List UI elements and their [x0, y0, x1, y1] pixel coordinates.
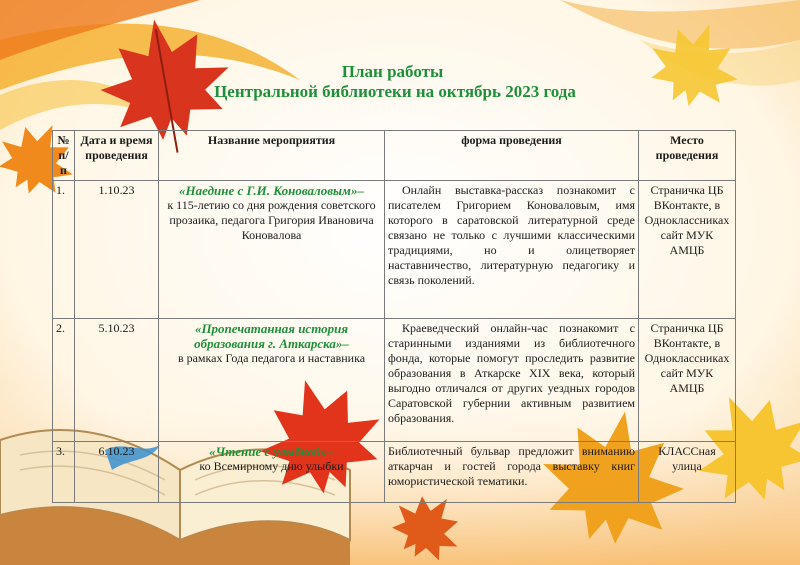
row-place: Страничка ЦБ ВКонтакте, в Одноклассниках сайт МУК АМЦБ	[639, 181, 736, 319]
page-title	[0, 62, 800, 102]
row-date: 6.10.23	[75, 442, 159, 503]
row-form: Библиотечный бульвар предложит вниманию аткарчан и гостей города выставку книг юмористической тематики.	[385, 442, 639, 503]
row-place: Страничка ЦБ ВКонтакте, в Одноклассниках сайт МУК АМЦБ	[639, 319, 736, 442]
table-row	[53, 181, 736, 319]
event-title: «Наедине с Г.И. Коноваловым»–	[179, 183, 364, 198]
row-number: 3.	[53, 442, 75, 503]
column-header-event-name: Название мероприятия	[159, 131, 385, 181]
event-description: к 115-летию со дня рождения советского прозаика, педагога Григория Ивановича Коновалова	[167, 198, 376, 242]
column-header-form: форма проведения	[385, 131, 639, 181]
event-description: ко Всемирному дню улыбки	[199, 459, 344, 473]
title-line-1: План работы	[341, 62, 444, 81]
table-row	[53, 442, 736, 503]
row-number: 2.	[53, 319, 75, 442]
row-form: Краеведческий онлайн-час познакомит с старинными изданиями из библиотечного фонда, которые помогут проследить развитие образования в Аткарске XIX века, который выгодно отличался от других уездных городов Саратовской губернии активным развитием образования.	[385, 319, 639, 442]
row-date: 5.10.23	[75, 319, 159, 442]
row-event-name	[159, 319, 385, 442]
row-event-name	[159, 181, 385, 319]
row-number: 1.	[53, 181, 75, 319]
table-header-row	[53, 131, 736, 181]
event-plan-table	[52, 130, 736, 503]
table-row	[53, 319, 736, 442]
row-event-name	[159, 442, 385, 503]
row-form: Онлайн выставка-рассказ познакомит с писателем Григорием Коноваловым, имя которого в саратовской литературной среде связано не только с лучшими классическими традициями, но и олицетворяет наставничество, литературную педагогику и связь поколений.	[385, 181, 639, 319]
event-description: в рамках Года педагога и наставника	[177, 351, 366, 365]
row-place: КЛАССная улица	[639, 442, 736, 503]
column-header-place: Место проведения	[639, 131, 736, 181]
column-header-date: Дата и время проведения	[75, 131, 159, 181]
row-date: 1.10.23	[75, 181, 159, 319]
event-title: «Пропечатанная история образования г. Аткарска»–	[194, 321, 349, 351]
title-line-2: Центральной библиотеки на октябрь 2023 года	[214, 82, 576, 101]
column-header-number: № п/п	[53, 131, 75, 181]
event-title: «Чтение с улыбкой»–	[209, 444, 334, 459]
